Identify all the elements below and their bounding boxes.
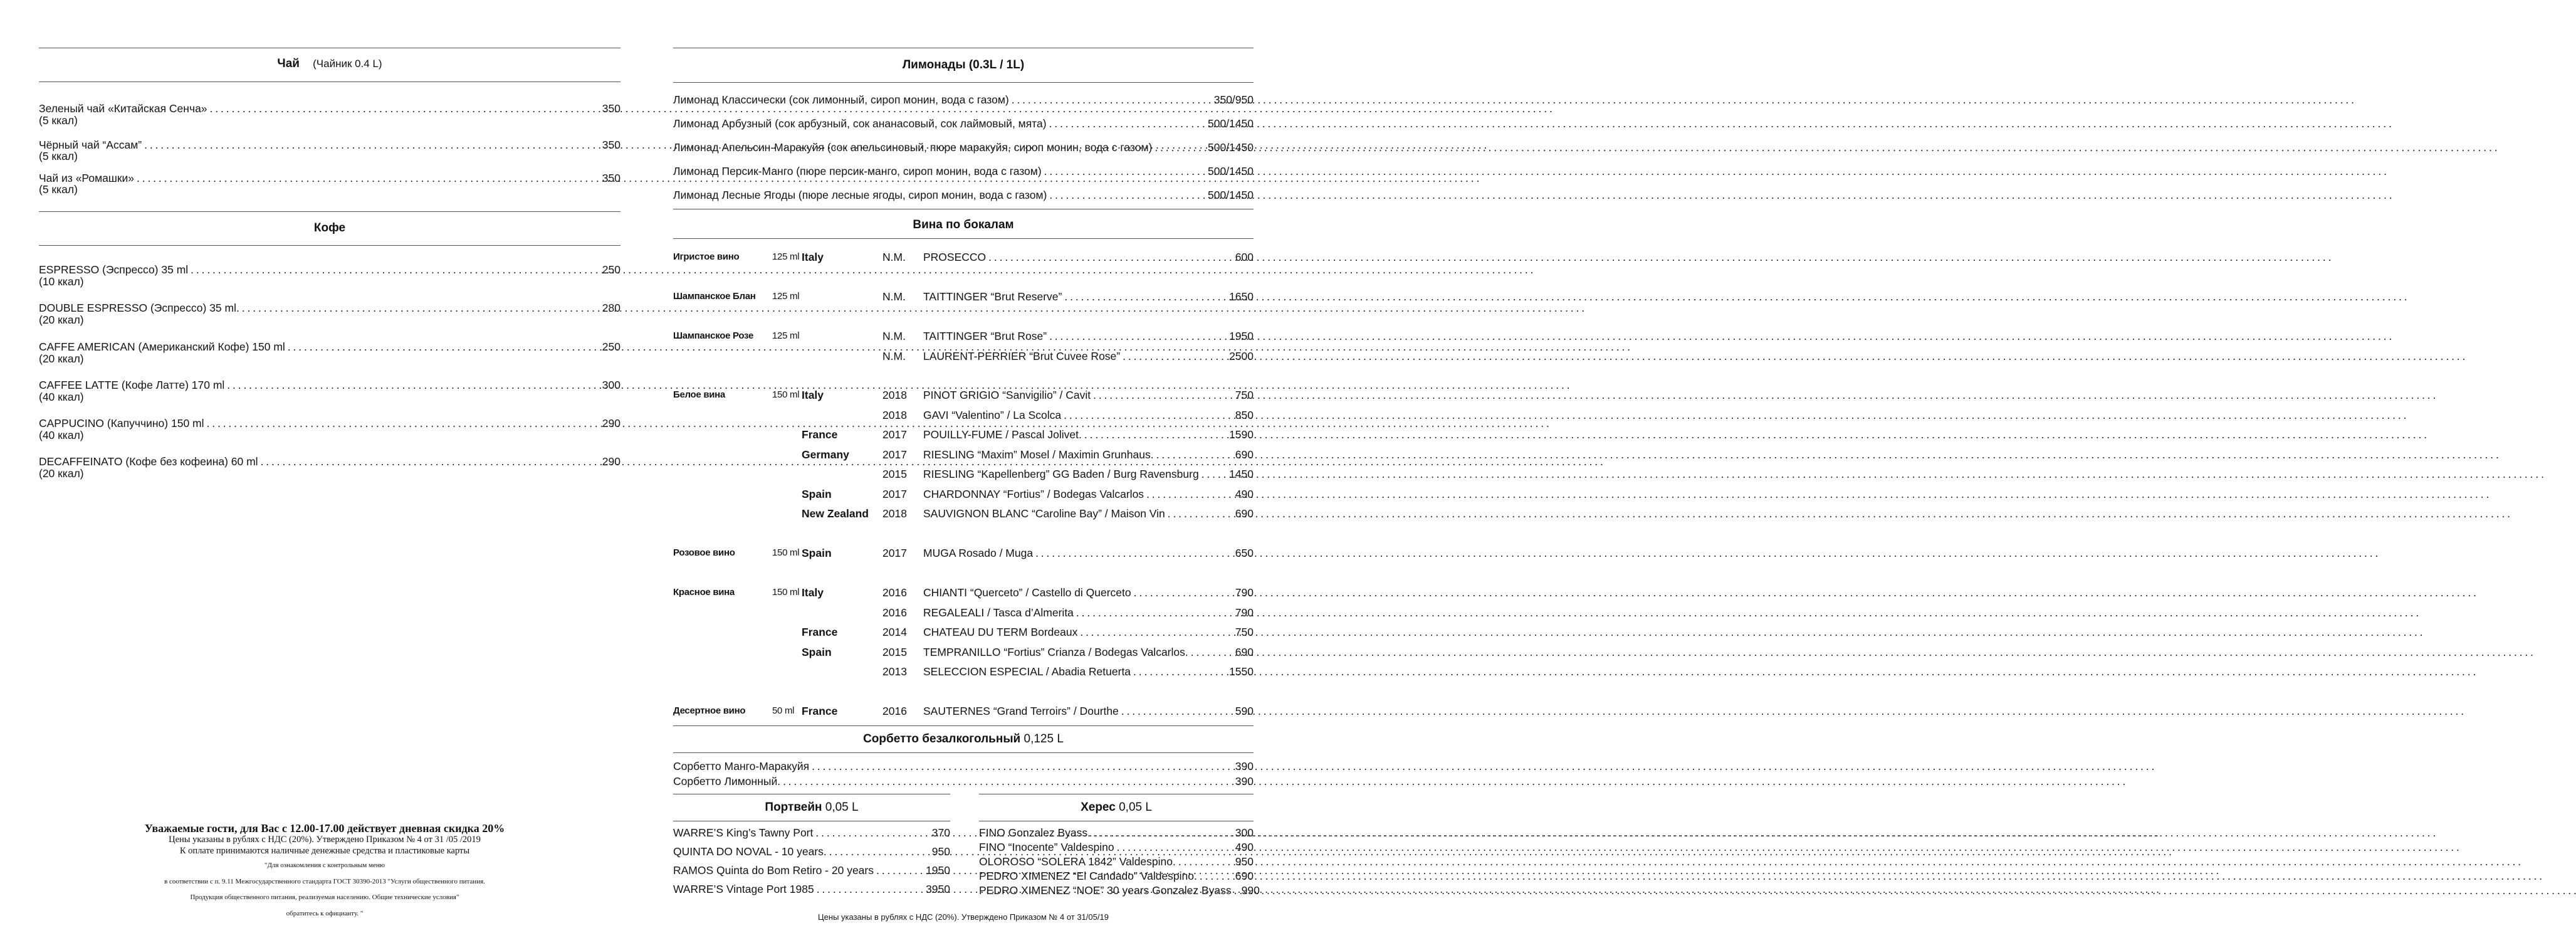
item-name: FINO Gonzalez Byass. bbox=[979, 826, 1091, 839]
wine-year: 2017 bbox=[882, 428, 907, 441]
wine-year: 2016 bbox=[882, 705, 907, 717]
wine-name: POUILLY-FUME / Pascal Jolivet. bbox=[923, 428, 1082, 441]
lemonades-header bbox=[673, 58, 1254, 72]
wine-item bbox=[923, 389, 1254, 401]
item-name: WARRE’S Vintage Port 1985 bbox=[673, 883, 814, 895]
divider bbox=[673, 238, 1254, 239]
item-name: Лимонад Персик-Манго (пюре персик-манго, сироп монин, вода с газом) bbox=[673, 165, 1042, 177]
wine-item bbox=[923, 626, 1254, 638]
wine-year: 2015 bbox=[882, 646, 907, 658]
item-name: Лимонад Апельсин-Маракуйя (сок апельсиновый, пюре маракуйя, сироп монин, вода с газом) bbox=[673, 141, 1153, 154]
item-price: 390 bbox=[1235, 760, 1254, 772]
item-price: 350/950 bbox=[1213, 93, 1254, 106]
sherry-header bbox=[979, 801, 1254, 814]
item-price: 500/1450 bbox=[1208, 189, 1254, 201]
menu-item bbox=[673, 189, 1254, 201]
item-price: 1950 bbox=[926, 864, 950, 877]
item-price: 3950 bbox=[926, 883, 950, 895]
wine-item bbox=[923, 646, 1254, 658]
divider bbox=[39, 245, 620, 246]
item-name: PEDRO XIMENEZ “El Candado” Valdespino. bbox=[979, 870, 1197, 882]
menu-item bbox=[673, 93, 1254, 106]
item-kcal: (5 ккал) bbox=[39, 114, 78, 127]
wine-year: 2017 bbox=[882, 547, 907, 559]
menu-item bbox=[39, 172, 620, 184]
wine-country: Germany bbox=[802, 448, 849, 461]
payment-note: К оплате принимаются наличные денежные средства и пластиковые карты bbox=[179, 846, 470, 856]
wine-volume: 150 ml bbox=[772, 389, 800, 400]
tea-title: Чай bbox=[277, 57, 300, 70]
wine-item bbox=[923, 251, 1254, 263]
wine-volume: 125 ml bbox=[772, 330, 800, 341]
wine-price: 2500 bbox=[1229, 350, 1254, 362]
wine-category: Белое вина bbox=[673, 389, 725, 400]
menu-item bbox=[39, 379, 620, 391]
wine-price: 790 bbox=[1235, 586, 1254, 599]
wine-name: CHATEAU DU TERM Bordeaux bbox=[923, 626, 1078, 638]
tea-subtitle: (Чайник 0.4 L) bbox=[313, 58, 382, 70]
item-price: 500/1450 bbox=[1208, 141, 1254, 154]
item-name: WARRE’S King’s Tawny Port bbox=[673, 826, 814, 839]
item-name: CAPPUCINO (Капуччино) 150 ml bbox=[39, 417, 204, 430]
wine-name: SAUTERNES “Grand Terroirs” / Dourthe bbox=[923, 705, 1119, 717]
item-kcal: (5 ккал) bbox=[39, 183, 78, 196]
wine-price: 1590 bbox=[1229, 428, 1254, 441]
item-kcal: (10 ккал) bbox=[39, 275, 84, 288]
wine-item bbox=[923, 448, 1254, 461]
divider bbox=[673, 725, 1254, 726]
wine-year: 2017 bbox=[882, 448, 907, 461]
sorbetto-header bbox=[673, 732, 1254, 746]
item-price: 350 bbox=[602, 139, 620, 151]
wine-price: 790 bbox=[1235, 606, 1254, 619]
coffee-header bbox=[39, 221, 620, 235]
menu-item bbox=[673, 826, 950, 839]
item-price: 990 bbox=[1241, 884, 1260, 897]
divider bbox=[673, 752, 1254, 753]
menu-item bbox=[39, 263, 620, 276]
port-title: Портвейн bbox=[765, 801, 822, 814]
wine-year: N.M. bbox=[882, 350, 906, 362]
wine-category: Шампанское Блан bbox=[673, 291, 756, 302]
wine-price: 600 bbox=[1235, 251, 1254, 263]
wine-volume: 150 ml bbox=[772, 587, 800, 598]
wine-name: TAITTINGER “Brut Rose” bbox=[923, 330, 1047, 342]
item-name: Лимонад Классически (сок лимонный, сироп монин, вода с газом) bbox=[673, 93, 1009, 106]
wine-country: France bbox=[802, 705, 838, 717]
prices-note: Цены указаны в рублях с НДС (20%). Утверждено Приказом № 4 от 31/05/19 bbox=[818, 912, 1109, 922]
item-price: 690 bbox=[1235, 870, 1254, 882]
wine-year: 2018 bbox=[882, 507, 907, 520]
wine-item bbox=[923, 409, 1254, 421]
item-price: 490 bbox=[1235, 841, 1254, 853]
wine-country: Italy bbox=[802, 251, 824, 263]
wine-price: 490 bbox=[1235, 488, 1254, 500]
item-price: 950 bbox=[931, 845, 950, 858]
wine-year: 2013 bbox=[882, 665, 907, 678]
wine-item bbox=[923, 606, 1254, 619]
wine-year: 2016 bbox=[882, 586, 907, 599]
menu-item bbox=[673, 775, 1254, 788]
wine-category: Шампанское Розе bbox=[673, 330, 753, 341]
wine-country: Spain bbox=[802, 646, 832, 658]
wine-item bbox=[923, 290, 1254, 303]
item-name: QUINTA DO NOVAL - 10 years. bbox=[673, 845, 827, 858]
menu-item bbox=[673, 864, 950, 877]
item-price: 250 bbox=[602, 263, 620, 276]
tea-header bbox=[39, 57, 620, 71]
wine-year: N.M. bbox=[882, 330, 906, 342]
menu-item bbox=[673, 883, 950, 895]
item-name: RAMOS Quinta do Bom Retiro - 20 years bbox=[673, 864, 874, 877]
menu-item bbox=[673, 117, 1254, 130]
wine-price: 1450 bbox=[1229, 468, 1254, 480]
wine-name: GAVI “Valentino” / La Scolca bbox=[923, 409, 1062, 421]
item-name: CAFFE AMERICAN (Американский Кофе) 150 ml bbox=[39, 340, 285, 353]
item-price: 950 bbox=[1235, 855, 1254, 868]
wine-price: 850 bbox=[1235, 409, 1254, 421]
item-name: Чёрный чай “Ассам” bbox=[39, 139, 142, 151]
wine-year: N.M. bbox=[882, 251, 906, 263]
item-name: Лимонад Арбузный (сок арбузный, сок ананасовый, сок лаймовый, мята) bbox=[673, 117, 1047, 130]
coffee-title: Кофе bbox=[313, 221, 346, 235]
wine-price: 650 bbox=[1235, 547, 1254, 559]
wine-country: New Zealand bbox=[802, 507, 869, 520]
sorbetto-title: Сорбетто безалкогольный bbox=[863, 732, 1021, 746]
wine-volume: 50 ml bbox=[772, 705, 795, 716]
wine-item bbox=[923, 428, 1254, 441]
wine-name: REGALEALI / Tasca d’Almerita bbox=[923, 606, 1074, 619]
wine-item bbox=[923, 330, 1254, 342]
wine-item bbox=[923, 350, 1254, 362]
wine-item bbox=[923, 488, 1254, 500]
menu-item bbox=[39, 102, 620, 115]
item-kcal: (40 ккал) bbox=[39, 391, 84, 403]
menu-item bbox=[673, 845, 950, 858]
menu-item bbox=[979, 884, 1260, 897]
divider bbox=[673, 82, 1254, 83]
wine-category: Десертное вино bbox=[673, 705, 746, 716]
wine-item bbox=[923, 665, 1254, 678]
sherry-volume: 0,05 L bbox=[1119, 801, 1152, 814]
item-price: 250 bbox=[602, 340, 620, 353]
item-price: 370 bbox=[931, 826, 950, 839]
menu-item bbox=[673, 141, 1254, 154]
wine-year: 2018 bbox=[882, 389, 907, 401]
wine-country: Spain bbox=[802, 547, 832, 559]
wine-item bbox=[923, 507, 1254, 520]
wines-title: Вина по бокалам bbox=[913, 218, 1014, 231]
wine-year: N.M. bbox=[882, 290, 906, 303]
menu-item bbox=[39, 417, 620, 430]
sherry-title: Херес bbox=[1081, 801, 1116, 814]
item-price: 280 bbox=[602, 302, 620, 314]
menu-item bbox=[39, 302, 620, 314]
legal-note: в соответствии с п. 9.11 Межгосударственного стандарта ГОСТ 30390-2013 "Услуги общественного питания. bbox=[164, 878, 485, 885]
item-name: ESPRESSO (Эспрессо) 35 ml bbox=[39, 263, 189, 276]
item-name: Сорбетто Манго-Маракуйя bbox=[673, 760, 810, 772]
wine-category: Розовое вино bbox=[673, 547, 735, 558]
item-kcal: (20 ккал) bbox=[39, 467, 84, 480]
item-price: 350 bbox=[602, 102, 620, 115]
legal-note: "Для ознакомления с контрольным меню bbox=[264, 862, 385, 869]
item-price: 300 bbox=[1235, 826, 1254, 839]
wine-year: 2017 bbox=[882, 488, 907, 500]
menu-item bbox=[39, 340, 620, 353]
wine-volume: 125 ml bbox=[772, 291, 800, 302]
prices-note: Цены указаны в рублях с НДС (20%). Утверждено Приказом № 4 от 31 /05 /2019 bbox=[169, 835, 481, 845]
wine-price: 750 bbox=[1235, 389, 1254, 401]
menu-item bbox=[979, 826, 1254, 839]
menu-item bbox=[979, 870, 1254, 882]
wine-name: TEMPRANILLO “Fortius” Crianza / Bodegas Valcarlos. bbox=[923, 646, 1188, 658]
wine-name: CHARDONNAY “Fortius” / Bodegas Valcarlos bbox=[923, 488, 1144, 500]
wine-country: Italy bbox=[802, 389, 824, 401]
wine-item bbox=[923, 468, 1254, 480]
item-kcal: (20 ккал) bbox=[39, 314, 84, 326]
item-price: 500/1450 bbox=[1208, 117, 1254, 130]
item-name: Зеленый чай «Китайская Сенча» bbox=[39, 102, 207, 115]
wine-country: France bbox=[802, 626, 838, 638]
wine-price: 690 bbox=[1235, 507, 1254, 520]
wine-item bbox=[923, 705, 1254, 717]
wine-year: 2018 bbox=[882, 409, 907, 421]
wine-price: 1650 bbox=[1229, 290, 1254, 303]
item-name: DOUBLE ESPRESSO (Эспрессо) 35 ml. bbox=[39, 302, 239, 314]
item-price: 290 bbox=[602, 455, 620, 468]
wine-country: France bbox=[802, 428, 838, 441]
wine-name: RIESLING “Kapellenberg” GG Baden / Burg Ravensburg bbox=[923, 468, 1199, 480]
wine-name: PINOT GRIGIO “Sanvigilio” / Cavit bbox=[923, 389, 1091, 401]
item-name: PEDRO XIMENEZ “NOE” 30 years Gonzalez Byass bbox=[979, 884, 1232, 897]
legal-note: обратитесь к официанту. " bbox=[286, 910, 364, 917]
item-price: 300 bbox=[602, 379, 620, 391]
wine-price: 750 bbox=[1235, 626, 1254, 638]
wine-price: 1550 bbox=[1229, 665, 1254, 678]
item-name: Лимонад Лесные Ягоды (пюре лесные ягоды, сироп монин, вода с газом) bbox=[673, 189, 1047, 201]
port-volume: 0,05 L bbox=[825, 801, 859, 814]
wine-name: SELECCION ESPECIAL / Abadia Retuerta bbox=[923, 665, 1131, 678]
wine-category: Игристое вино bbox=[673, 251, 740, 262]
menu-item bbox=[979, 841, 1254, 853]
wine-year: 2015 bbox=[882, 468, 907, 480]
wines-header bbox=[673, 218, 1254, 232]
menu-item bbox=[673, 760, 1254, 772]
lemonades-title: Лимонады (0.3L / 1L) bbox=[902, 58, 1025, 71]
menu-item bbox=[673, 165, 1254, 177]
wine-name: TAITTINGER “Brut Reserve” bbox=[923, 290, 1062, 303]
legal-note: Продукция общественного питания, реализуемая населению. Общие технические условия" bbox=[190, 893, 459, 901]
sorbetto-volume: 0,125 L bbox=[1024, 732, 1064, 746]
wine-name: PROSECCO bbox=[923, 251, 987, 263]
divider bbox=[39, 211, 620, 212]
item-price: 290 bbox=[602, 417, 620, 430]
wine-year: 2016 bbox=[882, 606, 907, 619]
wine-volume: 125 ml bbox=[772, 251, 800, 262]
wine-price: 1950 bbox=[1229, 330, 1254, 342]
wine-category: Красное вина bbox=[673, 587, 735, 598]
wine-year: 2014 bbox=[882, 626, 907, 638]
menu-item bbox=[39, 139, 620, 151]
wine-name: MUGA Rosado / Muga bbox=[923, 547, 1034, 559]
wine-name: RIESLING “Maxim” Mosel / Maximin Grunhaus. bbox=[923, 448, 1154, 461]
wine-country: Spain bbox=[802, 488, 832, 500]
port-header bbox=[673, 801, 950, 814]
item-name: DECAFFEINATO (Кофе без кофеина) 60 ml bbox=[39, 455, 258, 468]
item-kcal: (40 ккал) bbox=[39, 429, 84, 441]
wine-country: Italy bbox=[802, 586, 824, 599]
item-name: OLOROSO “SOLERA 1842” Valdespino. bbox=[979, 855, 1176, 868]
item-price: 350 bbox=[602, 172, 620, 184]
discount-note: Уважаемые гости, для Вас с 12.00-17.00 действует дневная скидка 20% bbox=[144, 822, 505, 835]
item-kcal: (5 ккал) bbox=[39, 150, 78, 162]
wine-price: 690 bbox=[1235, 646, 1254, 658]
item-name: Чай из «Ромашки» bbox=[39, 172, 135, 184]
wine-item bbox=[923, 586, 1254, 599]
item-name: CAFFEE LATTE (Кофе Латте) 170 ml bbox=[39, 379, 225, 391]
wine-name: SAUVIGNON BLANC “Caroline Bay” / Maison Vin bbox=[923, 507, 1165, 520]
menu-item bbox=[39, 455, 620, 468]
item-name: FINO “Inocente” Valdespino bbox=[979, 841, 1114, 853]
wine-volume: 150 ml bbox=[772, 547, 800, 558]
wine-price: 590 bbox=[1235, 705, 1254, 717]
menu-item bbox=[979, 855, 1254, 868]
wine-name: LAURENT-PERRIER “Brut Cuvee Rose” bbox=[923, 350, 1121, 362]
wine-item bbox=[923, 547, 1254, 559]
item-name: Сорбетто Лимонный. bbox=[673, 775, 781, 788]
item-kcal: (20 ккал) bbox=[39, 352, 84, 365]
item-price: 500/1450 bbox=[1208, 165, 1254, 177]
wine-price: 690 bbox=[1235, 448, 1254, 461]
item-price: 390 bbox=[1235, 775, 1254, 788]
wine-name: CHIANTI “Querceto” / Castello di Querceto bbox=[923, 586, 1131, 599]
